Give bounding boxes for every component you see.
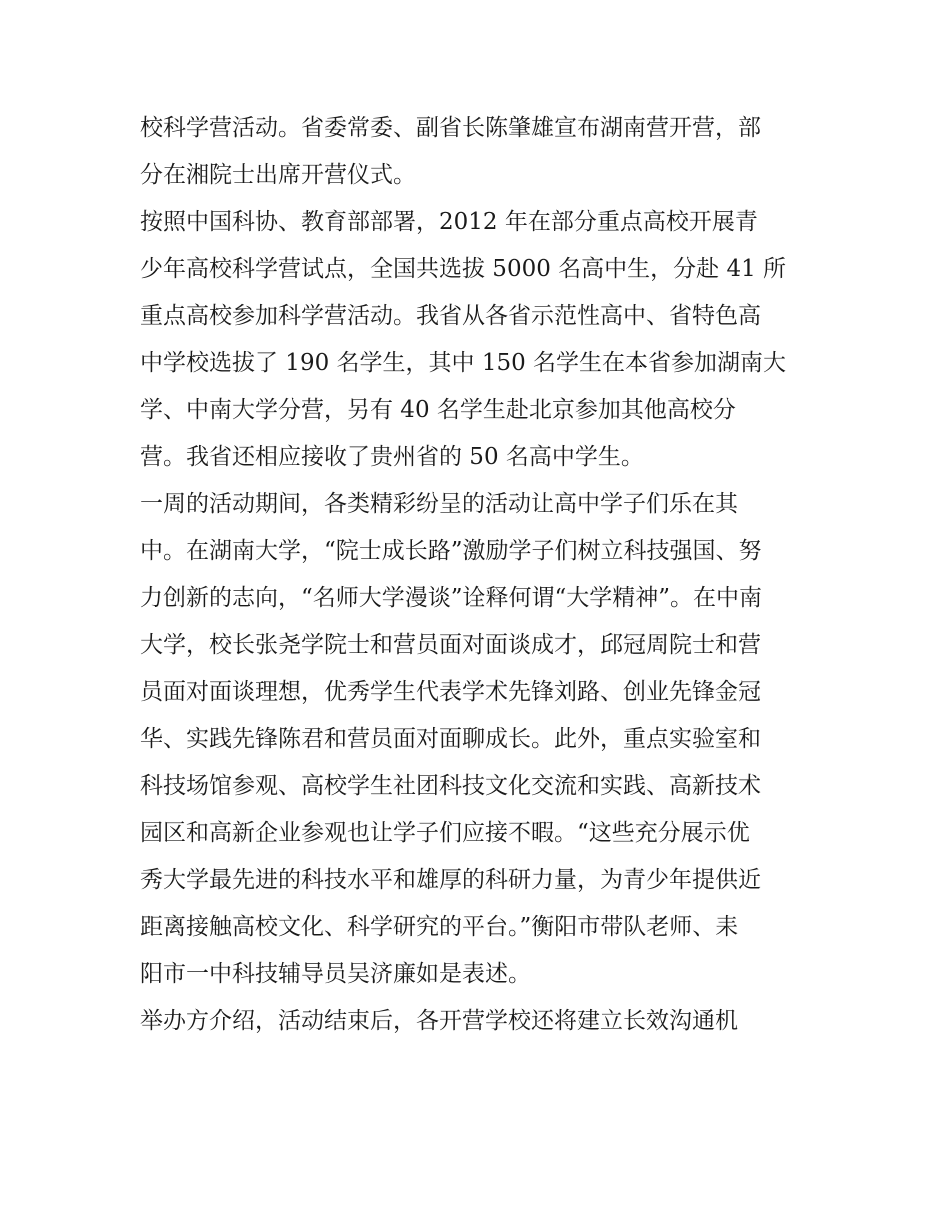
- text-line-12: 大学，校长张尧学院士和营员面对面谈成才，邱冠周院士和营: [140, 632, 761, 658]
- text-line-8: 营。我省还相应接收了贵州省的 50 名高中学生。: [140, 444, 644, 470]
- text-line-1: 校科学营活动。省委常委、副省长陈肇雄宣布湖南营开营，部: [140, 115, 761, 141]
- text-line-16: 园区和高新企业参观也让学子们应接不暇。“这些充分展示优: [140, 820, 750, 846]
- text-line-10: 中。在湖南大学，“院士成长路”激励学子们树立科技强国、努: [140, 538, 762, 564]
- text-line-9: 一周的活动期间，各类精彩纷呈的活动让高中学子们乐在其: [140, 491, 738, 517]
- text-line-14: 华、实践先锋陈君和营员面对面聊成长。此外，重点实验室和: [140, 726, 761, 752]
- text-line-11: 力创新的志向，“名师大学漫谈”诠释何谓“大学精神”。在中南: [140, 585, 763, 611]
- text-line-5: 重点高校参加科学营活动。我省从各省示范性高中、省特色高: [140, 303, 761, 329]
- text-line-6: 中学校选拔了 190 名学生，其中 150 名学生在本省参加湖南大: [140, 350, 787, 376]
- text-line-20: 举办方介绍，活动结束后，各开营学校还将建立长效沟通机: [140, 1008, 738, 1034]
- text-line-19: 阳市一中科技辅导员吴济廉如是表述。: [140, 961, 531, 987]
- text-line-15: 科技场馆参观、高校学生社团科技文化交流和实践、高新技术: [140, 773, 761, 799]
- text-line-3: 按照中国科协、教育部部署，2012 年在部分重点高校开展青: [140, 209, 758, 235]
- text-line-18: 距离接触高校文化、科学研究的平台。”衡阳市带队老师、耒: [140, 914, 739, 940]
- text-line-17: 秀大学最先进的科技水平和雄厚的科研力量，为青少年提供近: [140, 867, 761, 893]
- text-line-2: 分在湘院士出席开营仪式。: [140, 162, 416, 188]
- text-line-4: 少年高校科学营试点，全国共选拔 5000 名高中生，分赴 41 所: [140, 256, 787, 282]
- text-line-7: 学、中南大学分营，另有 40 名学生赴北京参加其他高校分: [140, 397, 736, 423]
- text-line-13: 员面对面谈理想，优秀学生代表学术先锋刘路、创业先锋金冠: [140, 679, 761, 705]
